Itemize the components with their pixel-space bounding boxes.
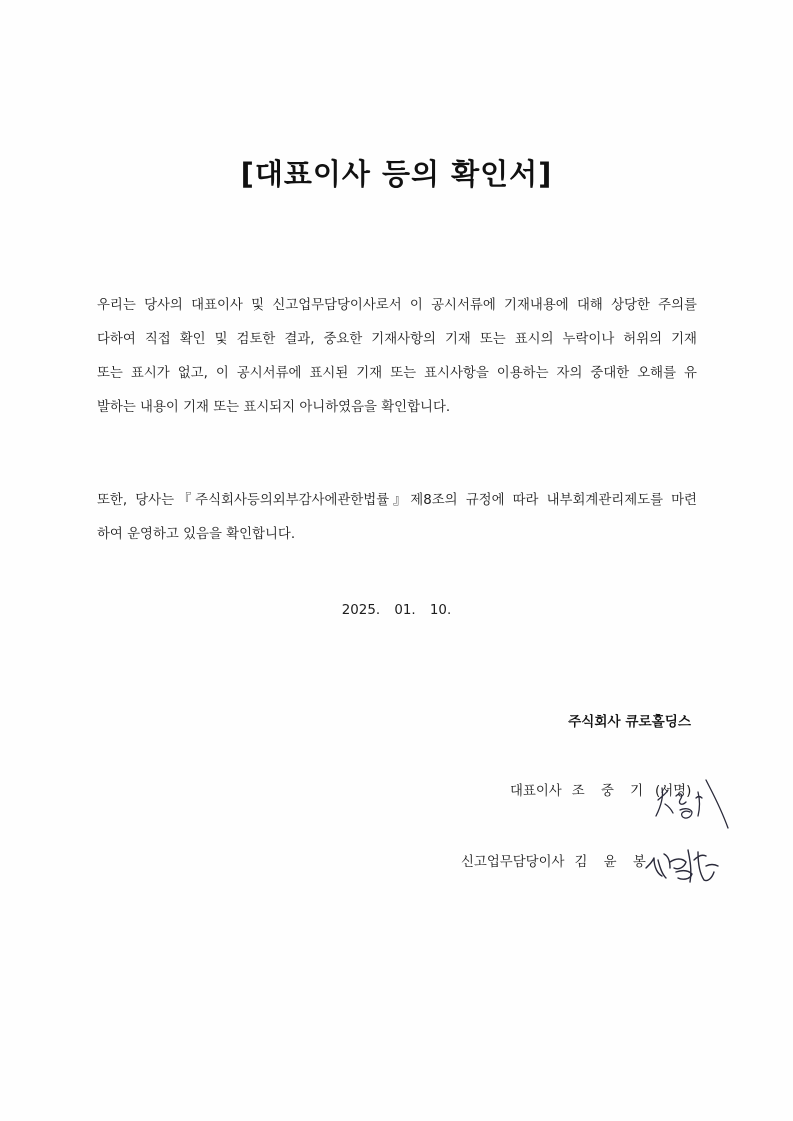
officer-role: 신고업무담당이사 bbox=[461, 855, 565, 870]
internal-control-paragraph bbox=[97, 484, 697, 552]
paragraph-line: 우리는 당사의 대표이사 및 신고업무담당이사로서 이 공시서류에 기재내용에 대해 상당한 주의를 bbox=[97, 298, 697, 313]
ceo-handwritten-signature bbox=[640, 770, 735, 835]
reporting-officer-signature-line bbox=[461, 851, 652, 870]
paragraph-line: 하여 운영하고 있음을 확인합니다. bbox=[97, 527, 296, 542]
paragraph-line: 다하여 직접 확인 및 검토한 결과, 중요한 기재사항의 기재 또는 표시의 누락이나 허위의 기재 bbox=[97, 332, 697, 347]
ceo-role: 대표이사 bbox=[510, 784, 562, 799]
paragraph-line: 발하는 내용이 기재 또는 표시되지 아니하였음을 확인합니다. bbox=[97, 400, 451, 415]
company-name: 주식회사 큐로홀딩스 bbox=[568, 714, 691, 730]
paragraph-line: 또는 표시가 없고, 이 공시서류에 표시된 기재 또는 표시사항을 이용하는 자의 중대한 오해를 유 bbox=[97, 366, 697, 381]
document-date: 2025. 01. 10. bbox=[341, 603, 452, 618]
paragraph-line: 또한, 당사는『주식회사등의외부감사에관한법률』제8조의 규정에 따라 내부회계관리제도를 마련 bbox=[97, 493, 697, 508]
officer-name: 김 윤 봉 bbox=[574, 855, 652, 870]
ceo-name: 조 중 기 bbox=[571, 784, 650, 799]
confirmation-paragraph bbox=[97, 289, 697, 425]
seal-label: (서명) bbox=[655, 784, 692, 799]
officer-handwritten-signature bbox=[640, 838, 725, 888]
ceo-signature-line bbox=[510, 780, 649, 799]
document-title: [대표이사 등의 확인서] bbox=[240, 157, 553, 191]
